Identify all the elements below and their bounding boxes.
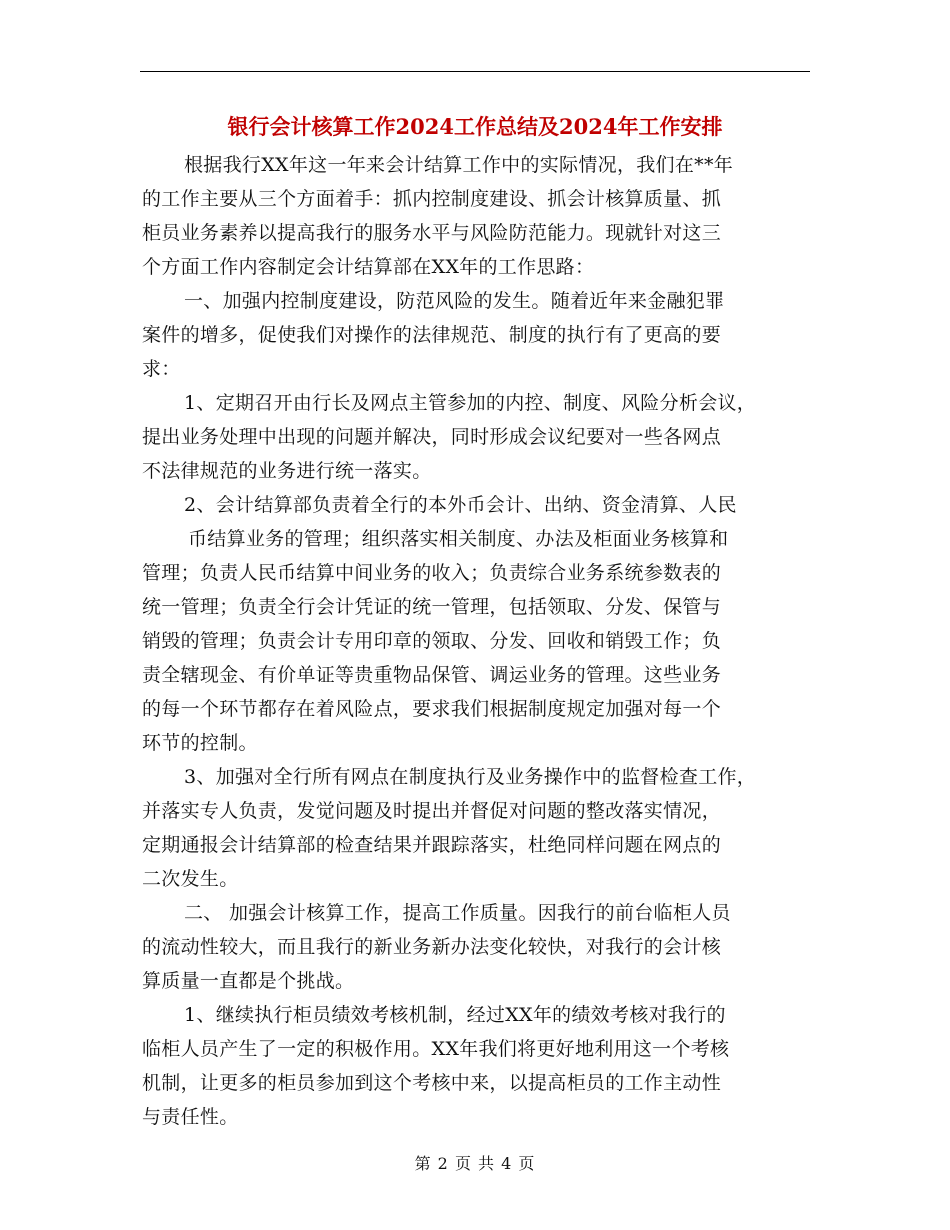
body-line: 不法律规范的业务进行统一落实。 xyxy=(142,460,432,482)
body-line: 个方面工作内容制定会计结算部在XX年的工作思路： xyxy=(142,256,595,278)
body-line: 算质量一直都是个挑战。 xyxy=(142,970,355,992)
body-line: 的工作主要从三个方面着手：抓内控制度建设、抓会计核算质量、抓 xyxy=(142,188,722,210)
body-line: 机制，让更多的柜员参加到这个考核中来，以提高柜员的工作主动性 xyxy=(142,1072,722,1094)
body-line: 责全辖现金、有价单证等贵重物品保管、调运业务的管理。这些业务 xyxy=(142,664,722,686)
body-line: 管理；负责人民币结算中间业务的收入；负责综合业务系统参数表的 xyxy=(142,562,722,584)
body-line: 案件的增多，促使我们对操作的法律规范、制度的执行有了更高的要 xyxy=(142,324,722,346)
body-line: 临柜人员产生了一定的积极作用。XX年我们将更好地利用这一个考核 xyxy=(142,1038,730,1060)
body-line: 与责任性。 xyxy=(142,1106,239,1128)
body-line: 1、定期召开由行长及网点主管参加的内控、制度、风险分析会议， xyxy=(184,392,757,414)
body-line: 根据我行XX年这一年来会计结算工作中的实际情况，我们在**年 xyxy=(184,154,734,176)
body-line: 2、会计结算部负责着全行的本外币会计、出纳、资金清算、人民 xyxy=(184,494,737,516)
body-line: 柜员业务素养以提高我行的服务水平与风险防范能力。现就针对这三 xyxy=(142,222,722,244)
body-line: 3、加强对全行所有网点在制度执行及业务操作中的监督检查工作， xyxy=(184,766,757,788)
body-line: 的每一个环节都存在着风险点，要求我们根据制度规定加强对每一个 xyxy=(142,698,722,720)
page-number: 第 2 页 共 4 页 xyxy=(414,1154,536,1173)
body-line: 的流动性较大，而且我行的新业务新办法变化较快，对我行的会计核 xyxy=(142,936,722,958)
body-line: 提出业务处理中出现的问题并解决，同时形成会议纪要对一些各网点 xyxy=(142,426,722,448)
body-line: 并落实专人负责，发觉问题及时提出并督促对问题的整改落实情况， xyxy=(142,800,722,822)
body-line: 销毁的管理；负责会计专用印章的领取、分发、回收和销毁工作；负 xyxy=(142,630,722,652)
header-rule xyxy=(140,71,810,72)
body-line: 币结算业务的管理；组织落实相关制度、办法及柜面业务核算和 xyxy=(188,528,729,550)
body-line: 统一管理；负责全行会计凭证的统一管理，包括领取、分发、保管与 xyxy=(142,596,722,618)
body-line: 二、 加强会计核算工作，提高工作质量。因我行的前台临柜人员 xyxy=(184,902,731,924)
document-title: 银行会计核算工作2024工作总结及2024年工作安排 xyxy=(227,114,723,139)
body-line: 定期通报会计结算部的检查结果并跟踪落实，杜绝同样问题在网点的 xyxy=(142,834,722,856)
body-line: 求： xyxy=(142,358,181,380)
document-body xyxy=(142,148,812,1134)
body-line: 1、继续执行柜员绩效考核机制，经过XX年的绩效考核对我行的 xyxy=(184,1004,726,1026)
body-line: 二次发生。 xyxy=(142,868,239,890)
body-line: 环节的控制。 xyxy=(142,732,258,754)
body-line: 一、加强内控制度建设，防范风险的发生。随着近年来金融犯罪 xyxy=(184,290,725,312)
